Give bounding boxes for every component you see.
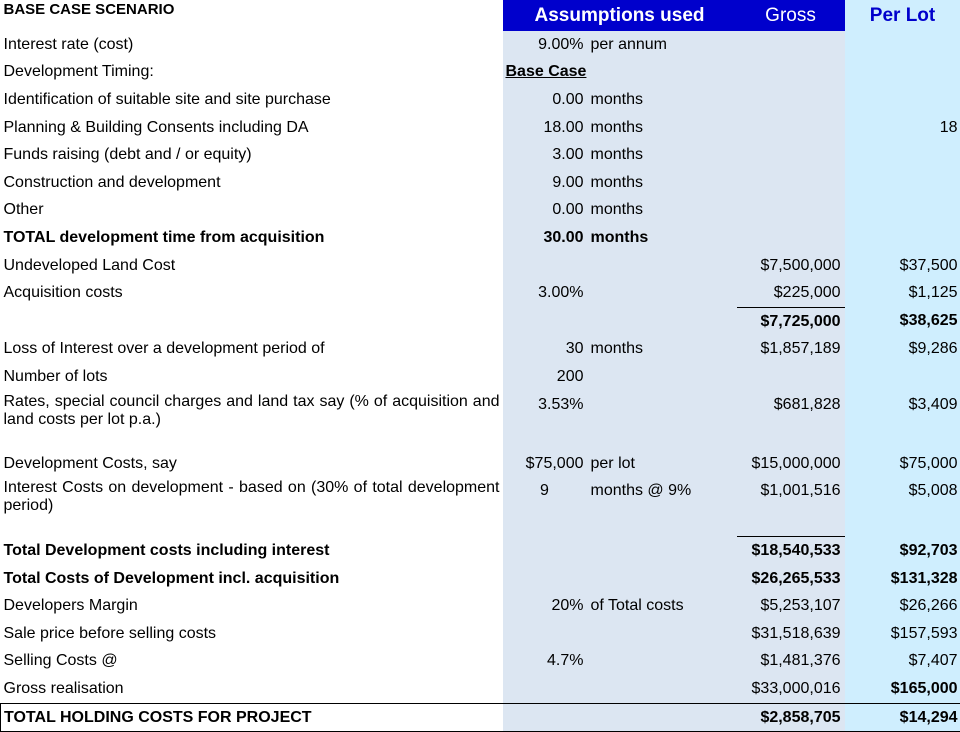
row-per-lot — [845, 141, 960, 169]
row-other — [1, 197, 960, 225]
row-per-lot: $9,286 — [845, 336, 960, 364]
row-label: Development Timing: — [1, 59, 503, 87]
row-development-timing — [1, 59, 960, 87]
row-unit: per annum — [587, 31, 737, 59]
row-total-development-time — [1, 224, 960, 252]
row-label: Rates, special council charges and land tax say (% of acquisition and land costs per lot p.a.) — [1, 391, 503, 450]
row-unit — [587, 675, 737, 703]
row-gross: $1,481,376 — [737, 648, 845, 676]
row-value: 4.7% — [503, 648, 587, 676]
row-loss-of-interest — [1, 336, 960, 364]
row-label: TOTAL HOLDING COSTS FOR PROJECT — [1, 703, 503, 732]
row-per-lot: $75,000 — [845, 450, 960, 478]
row-per-lot: $165,000 — [845, 675, 960, 703]
row-gross: $18,540,533 — [737, 537, 845, 565]
row-gross: $7,500,000 — [737, 252, 845, 280]
row-gross: $26,265,533 — [737, 565, 845, 593]
row-per-lot: $131,328 — [845, 565, 960, 593]
row-unit — [587, 279, 737, 307]
row-gross — [737, 224, 845, 252]
row-value: 3.53% — [503, 391, 587, 450]
row-label: Interest rate (cost) — [1, 31, 503, 59]
row-per-lot — [845, 169, 960, 197]
row-gross: $5,253,107 — [737, 593, 845, 621]
row-unit — [587, 363, 737, 391]
row-per-lot: $92,703 — [845, 537, 960, 565]
row-interest-rate — [1, 31, 960, 59]
row-label: Other — [1, 197, 503, 225]
row-per-lot: $37,500 — [845, 252, 960, 280]
row-unit — [587, 252, 737, 280]
row-label: Loss of Interest over a development period of — [1, 336, 503, 364]
row-unit: months — [587, 169, 737, 197]
row-rates-charges — [1, 391, 960, 450]
row-value — [503, 537, 587, 565]
row-gross — [737, 197, 845, 225]
row-unit — [587, 59, 737, 87]
row-unit: months — [587, 197, 737, 225]
row-per-lot — [845, 224, 960, 252]
row-value — [503, 252, 587, 280]
row-gross — [737, 363, 845, 391]
row-value: 9 — [503, 477, 587, 537]
base-case-label: Base Case — [506, 63, 587, 80]
row-unit: months — [587, 86, 737, 114]
row-unit — [587, 648, 737, 676]
row-planning-consents — [1, 114, 960, 142]
header-row — [1, 0, 960, 31]
row-development-costs — [1, 450, 960, 478]
row-value — [503, 675, 587, 703]
row-label: Interest Costs on development - based on (30% of total development period) — [1, 477, 503, 537]
row-unit: months — [587, 141, 737, 169]
row-developers-margin — [1, 593, 960, 621]
row-value: 3.00 — [503, 141, 587, 169]
row-unit: months @ 9% — [587, 477, 737, 537]
row-gross: $2,858,705 — [737, 703, 845, 732]
row-per-lot: $14,294 — [845, 703, 960, 732]
row-value: $75,000 — [503, 450, 587, 478]
table-title: BASE CASE SCENARIO — [1, 0, 503, 31]
row-gross: $31,518,639 — [737, 620, 845, 648]
row-gross: $15,000,000 — [737, 450, 845, 478]
row-total-costs-incl-acquisition — [1, 565, 960, 593]
row-gross — [737, 86, 845, 114]
row-gross — [737, 169, 845, 197]
row-gross: $681,828 — [737, 391, 845, 450]
row-per-lot — [845, 197, 960, 225]
row-value — [503, 620, 587, 648]
row-unit: of Total costs — [587, 593, 737, 621]
row-gross: $7,725,000 — [737, 307, 845, 335]
row-label: Acquisition costs — [1, 279, 503, 307]
row-per-lot: $1,125 — [845, 279, 960, 307]
row-value: 0.00 — [503, 86, 587, 114]
row-sale-price — [1, 620, 960, 648]
row-value: 9.00 — [503, 169, 587, 197]
row-label: Selling Costs @ — [1, 648, 503, 676]
row-value — [503, 59, 587, 87]
row-per-lot: 18 — [845, 114, 960, 142]
row-per-lot: $7,407 — [845, 648, 960, 676]
row-unit — [587, 391, 737, 450]
row-gross: $1,001,516 — [737, 477, 845, 537]
row-per-lot: $3,409 — [845, 391, 960, 450]
row-value: 18.00 — [503, 114, 587, 142]
row-label: Planning & Building Consents including DA — [1, 114, 503, 142]
row-value — [503, 565, 587, 593]
row-funds-raising — [1, 141, 960, 169]
row-gross: $1,857,189 — [737, 336, 845, 364]
row-unit — [587, 620, 737, 648]
row-per-lot: $157,593 — [845, 620, 960, 648]
row-label: Total Costs of Development incl. acquisition — [1, 565, 503, 593]
row-value: 3.00% — [503, 279, 587, 307]
row-label: Gross realisation — [1, 675, 503, 703]
row-value: 20% — [503, 593, 587, 621]
row-unit — [587, 537, 737, 565]
row-number-of-lots — [1, 363, 960, 391]
row-unit — [587, 307, 737, 335]
row-unit: months — [587, 336, 737, 364]
row-label: Sale price before selling costs — [1, 620, 503, 648]
row-label: Identification of suitable site and site purchase — [1, 86, 503, 114]
row-label: Funds raising (debt and / or equity) — [1, 141, 503, 169]
row-label: Construction and development — [1, 169, 503, 197]
row-value: 30.00 — [503, 224, 587, 252]
per-lot-header: Per Lot — [845, 0, 960, 31]
row-unit: months — [587, 114, 737, 142]
row-unit: months — [587, 224, 737, 252]
row-unit — [587, 703, 737, 732]
row-selling-costs — [1, 648, 960, 676]
row-interest-costs — [1, 477, 960, 537]
row-per-lot — [845, 59, 960, 87]
row-unit: per lot — [587, 450, 737, 478]
row-label: Developers Margin — [1, 593, 503, 621]
row-label: Number of lots — [1, 363, 503, 391]
row-per-lot: $38,625 — [845, 307, 960, 335]
row-label: Undeveloped Land Cost — [1, 252, 503, 280]
row-per-lot: $26,266 — [845, 593, 960, 621]
row-total-development-costs — [1, 537, 960, 565]
row-gross: $225,000 — [737, 279, 845, 307]
row-gross — [737, 141, 845, 169]
row-value: 30 — [503, 336, 587, 364]
row-label: TOTAL development time from acquisition — [1, 224, 503, 252]
row-construction — [1, 169, 960, 197]
row-value: 0.00 — [503, 197, 587, 225]
row-label: Development Costs, say — [1, 450, 503, 478]
row-value: 9.00% — [503, 31, 587, 59]
assumptions-header: Assumptions used — [503, 0, 737, 31]
row-gross: $33,000,016 — [737, 675, 845, 703]
row-label — [1, 307, 503, 335]
row-site-identification — [1, 86, 960, 114]
row-label: Total Development costs including interest — [1, 537, 503, 565]
row-value — [503, 307, 587, 335]
row-gross-realisation — [1, 675, 960, 703]
row-per-lot — [845, 86, 960, 114]
row-per-lot — [845, 363, 960, 391]
row-gross — [737, 114, 845, 142]
row-gross — [737, 31, 845, 59]
row-unit — [587, 565, 737, 593]
row-total-holding-costs — [1, 703, 960, 732]
gross-header: Gross — [737, 0, 845, 31]
row-land-subtotal — [1, 307, 960, 335]
row-per-lot: $5,008 — [845, 477, 960, 537]
row-gross — [737, 59, 845, 87]
row-value — [503, 703, 587, 732]
row-acquisition-costs — [1, 279, 960, 307]
row-value: 200 — [503, 363, 587, 391]
row-per-lot — [845, 31, 960, 59]
row-undeveloped-land-cost — [1, 252, 960, 280]
